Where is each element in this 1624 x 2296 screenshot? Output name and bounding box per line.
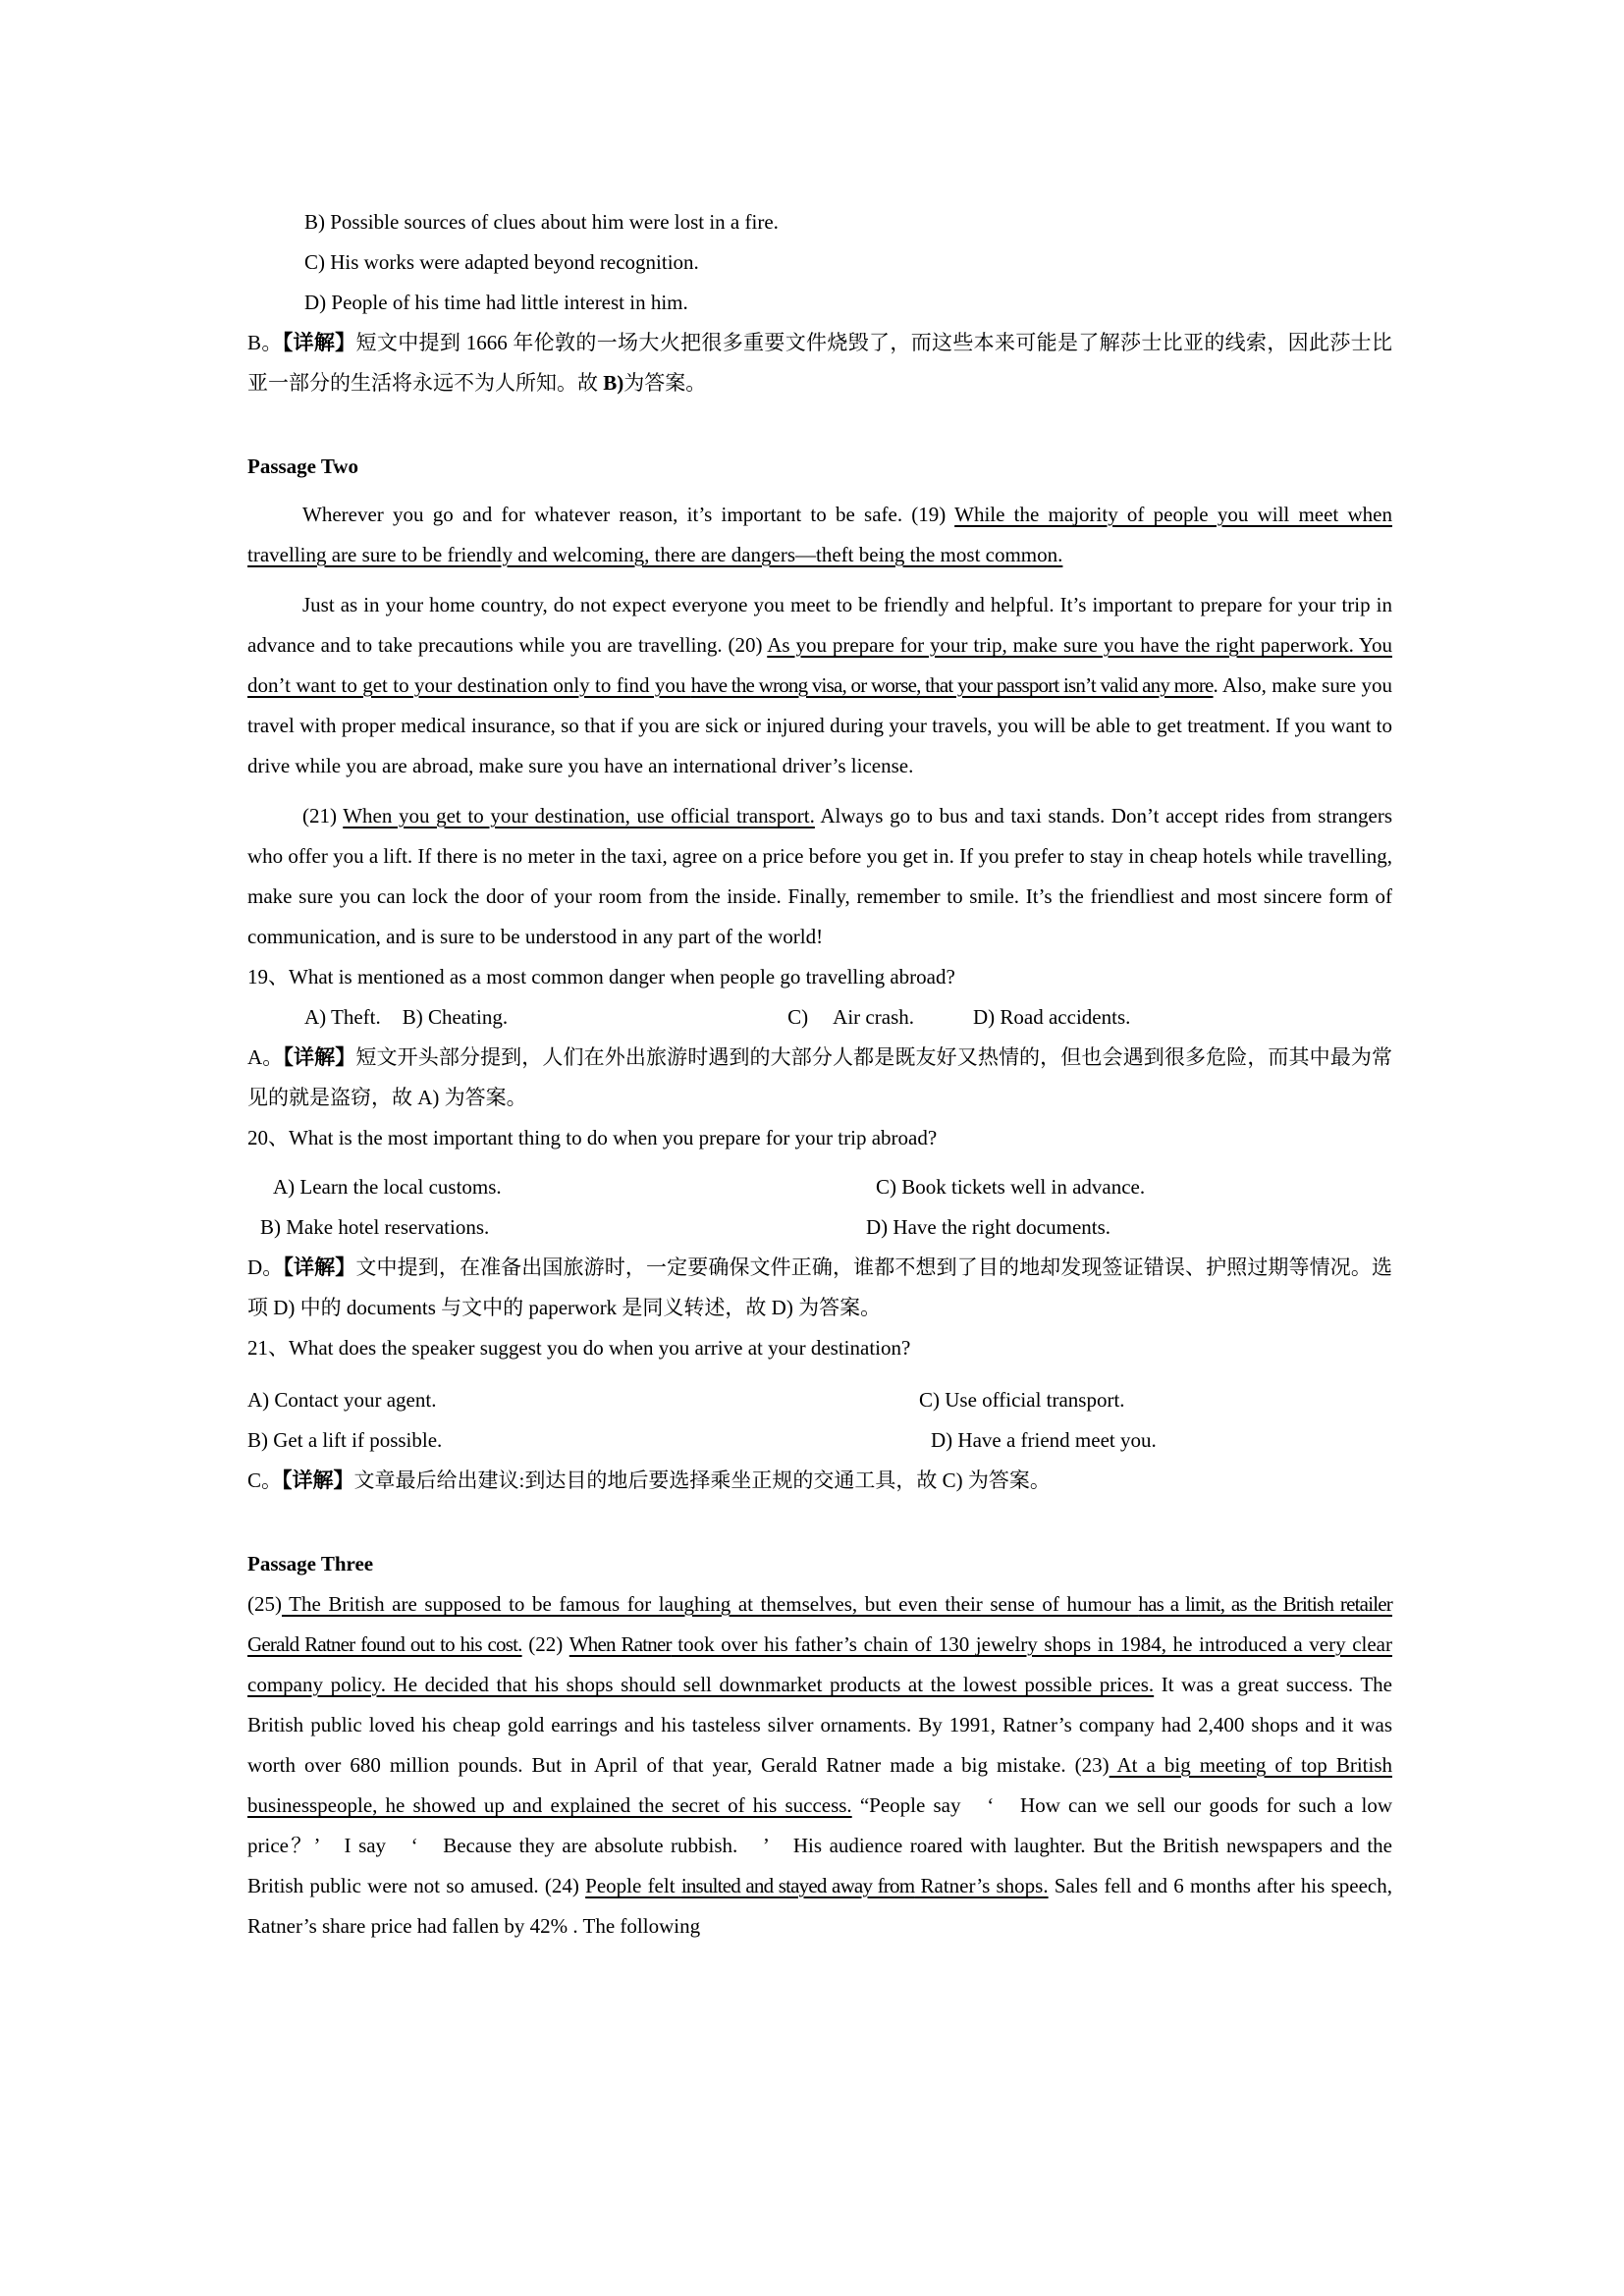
answer-letter-20: D。 bbox=[247, 1255, 284, 1279]
explanation-body-19: 短文开头部分提到，人们在外出旅游时遇到的大部分人都是既友好又热情的，但也会遇到很多危险，而其中最为常见的就是盗窃，故 A) 为答案。 bbox=[247, 1045, 1393, 1109]
answer-letter-21: C。 bbox=[247, 1468, 283, 1492]
options-row-20-ac bbox=[247, 1167, 1392, 1207]
option-c-21: C) Use official transport. bbox=[919, 1388, 1125, 1412]
question-20-stem: 20、What is the most important thing to do when you prepare for your trip abroad? bbox=[247, 1126, 938, 1149]
option-d-19: D) Road accidents. bbox=[973, 1005, 1131, 1029]
option-c-20: C) Book tickets well in advance. bbox=[876, 1175, 1146, 1199]
underline-24a: People felt bbox=[585, 1874, 681, 1897]
underline-23: At a big meeting of top British businesspeople, he showed up and explained the secret of his success. bbox=[247, 1753, 1392, 1817]
option-c-prev-text: C) His works were adapted beyond recognition. bbox=[304, 250, 699, 274]
passage-three-text-2: “People say ‘ How can we sell our goods for such a low price？’ I say ‘ Because they are absolute rubbish. ’ His audience roared with laughter. But the British newspapers and the British public were not so amused. (24) bbox=[247, 1793, 1392, 1897]
page-content bbox=[247, 202, 1392, 1947]
answer-letter-19: A。 bbox=[247, 1045, 284, 1069]
option-a-20: A) Learn the local customs. bbox=[273, 1175, 502, 1199]
para3-text-tail: Always go to bus and taxi stands. Don’t accept rides from strangers who offer you a lift. If there is no meter in the taxi, agree on a price before you get in. If you prefer to stay in cheap hotels while travelling, make sure you can lock the door of your room from the inside. Finally, remember to smile. It’s the friendliest and most sincere form of communication, and is sure to be understood in any part of the world! bbox=[247, 804, 1393, 948]
passage-three-heading: Passage Three bbox=[247, 1552, 374, 1575]
explanation-body-20: 文中提到，在准备出国旅游时，一定要确保文件正确，谁都不想到了目的地却发现签证错误、护照过期等情况。选项 D) 中的 documents 与文中的 paperwork 是同义转述，故 D) 为答案。 bbox=[247, 1255, 1393, 1319]
explanation-tail-18: 为答案。 bbox=[623, 371, 707, 395]
question-21-stem: 21、What does the speaker suggest you do when you arrive at your destination? bbox=[247, 1336, 911, 1360]
para2-text: Just as in your home country, do not expect everyone you meet to be friendly and helpful. It’s important to prepare for your trip in advance and to take precautions while you are travelling. (20) bbox=[247, 593, 1392, 657]
underline-25b-condensed: has a limit, as the British retailer Gerald Ratner found out to his cost. bbox=[247, 1592, 1392, 1656]
passage-two-heading: Passage Two bbox=[247, 454, 358, 478]
passage-three-text-tail: Sales fell and 6 months after his speech, Ratner’s share price had fallen by 42% . The following bbox=[247, 1874, 1392, 1938]
para2-underline-20-condensed: have the wrong visa, or worse, that your passport isn’t valid any more bbox=[690, 673, 1214, 697]
detail-label-21: 【详解】 bbox=[282, 1468, 354, 1492]
option-d-prev-text: D) People of his time had little interest in him. bbox=[304, 291, 688, 314]
option-line-b-prev bbox=[247, 202, 1392, 242]
question-19-stem: 19、What is mentioned as a most common danger when people go travelling abroad? bbox=[247, 965, 955, 988]
para1-text: Wherever you go and for whatever reason, it’s important to be safe. (19) bbox=[302, 503, 955, 526]
para1-underline-19: While the majority of people you will meet when travelling are sure to be friendly and welcoming, there are dangers—theft being the most common. bbox=[247, 503, 1392, 566]
answer-explanation-19 bbox=[247, 1038, 1392, 1118]
option-b-20: B) Make hotel reservations. bbox=[260, 1215, 490, 1239]
passage-two-para-1 bbox=[247, 495, 1392, 575]
passage-two-para-3 bbox=[247, 796, 1392, 957]
explanation-body-21: 文章最后给出建议:到达目的地后要选择乘坐正规的交通工具，故 C) 为答案。 bbox=[353, 1468, 1051, 1492]
option-b-prev-text: B) Possible sources of clues about him were lost in a fire. bbox=[304, 210, 779, 234]
answer-bold-18: B) bbox=[603, 371, 624, 395]
detail-label-18: 【详解】 bbox=[282, 331, 356, 354]
underline-22b: took over his father’s chain of 130 jewelry shops in 1984, he introduced a very clear company policy. He decided that his shops should sell downmarket products at the lowest possible prices. bbox=[247, 1632, 1392, 1696]
option-d-21: D) Have a friend meet you. bbox=[931, 1428, 1157, 1452]
number-25: (25) bbox=[247, 1592, 282, 1616]
underline-25a: The British are supposed to be famous for laughing at themselves, but even their sense of humour bbox=[282, 1592, 1139, 1616]
options-row-21-ac bbox=[247, 1380, 1392, 1420]
options-row-20-bd bbox=[247, 1207, 1392, 1248]
answer-letter-18: B。 bbox=[247, 331, 283, 354]
underline-24c: Ratner’s shops. bbox=[914, 1874, 1049, 1897]
answer-explanation-18 bbox=[247, 323, 1392, 403]
blank-line bbox=[247, 1501, 1392, 1544]
answer-explanation-21 bbox=[247, 1461, 1392, 1501]
option-c-19: C) Air crash. bbox=[787, 1005, 914, 1029]
passage-two-para-2 bbox=[247, 585, 1392, 786]
para3-number: (21) bbox=[302, 804, 344, 828]
explanation-body-18: 短文中提到 1666 年伦敦的一场大火把很多重要文件烧毁了，而这些本来可能是了解莎士比亚的线索，因此莎士比亚一部分的生活将永远不为人所知。故 bbox=[247, 331, 1393, 395]
detail-label-20: 【详解】 bbox=[283, 1255, 356, 1279]
option-line-d-prev bbox=[247, 283, 1392, 323]
option-b-19: B) Cheating. bbox=[402, 1005, 509, 1029]
underline-22a-condensed: When Ratner bbox=[568, 1632, 672, 1656]
para3-underline-21: When you get to your destination, use official transport. bbox=[343, 804, 815, 828]
answer-explanation-20 bbox=[247, 1248, 1392, 1328]
option-a-21: A) Contact your agent. bbox=[247, 1388, 437, 1412]
para2-underline-20: As you prepare for your trip, make sure you have the right paperwork. You don’t want to get to your destination only to find you bbox=[247, 633, 1392, 697]
options-row-21-bd bbox=[247, 1420, 1392, 1461]
para2-text-tail: . Also, make sure you travel with proper medical insurance, so that if you are sick or injured during your travels, you will be able to get treatment. If you want to drive while you are abroad, make sure you have an international driver’s license. bbox=[247, 673, 1392, 777]
option-d-20: D) Have the right documents. bbox=[866, 1215, 1111, 1239]
blank-line bbox=[247, 403, 1392, 447]
passage-three-text-1: It was a great success. The British public loved his cheap gold earrings and his tasteless silver ornaments. By 1991, Ratner’s company had 2,400 shops and it was worth over 680 million pounds. But in April of that year, Gerald Ratner made a big mistake. (23) bbox=[247, 1673, 1392, 1777]
underline-24b-condensed: insulted and stayed away from bbox=[680, 1874, 915, 1897]
option-b-21: B) Get a lift if possible. bbox=[247, 1428, 443, 1452]
detail-label-19: 【详解】 bbox=[283, 1045, 356, 1069]
options-row-19 bbox=[247, 997, 1392, 1038]
option-a-19: A) Theft. bbox=[304, 1005, 381, 1029]
number-22: (22) bbox=[521, 1632, 569, 1656]
passage-three-para bbox=[247, 1584, 1392, 1947]
option-line-c-prev bbox=[247, 242, 1392, 283]
